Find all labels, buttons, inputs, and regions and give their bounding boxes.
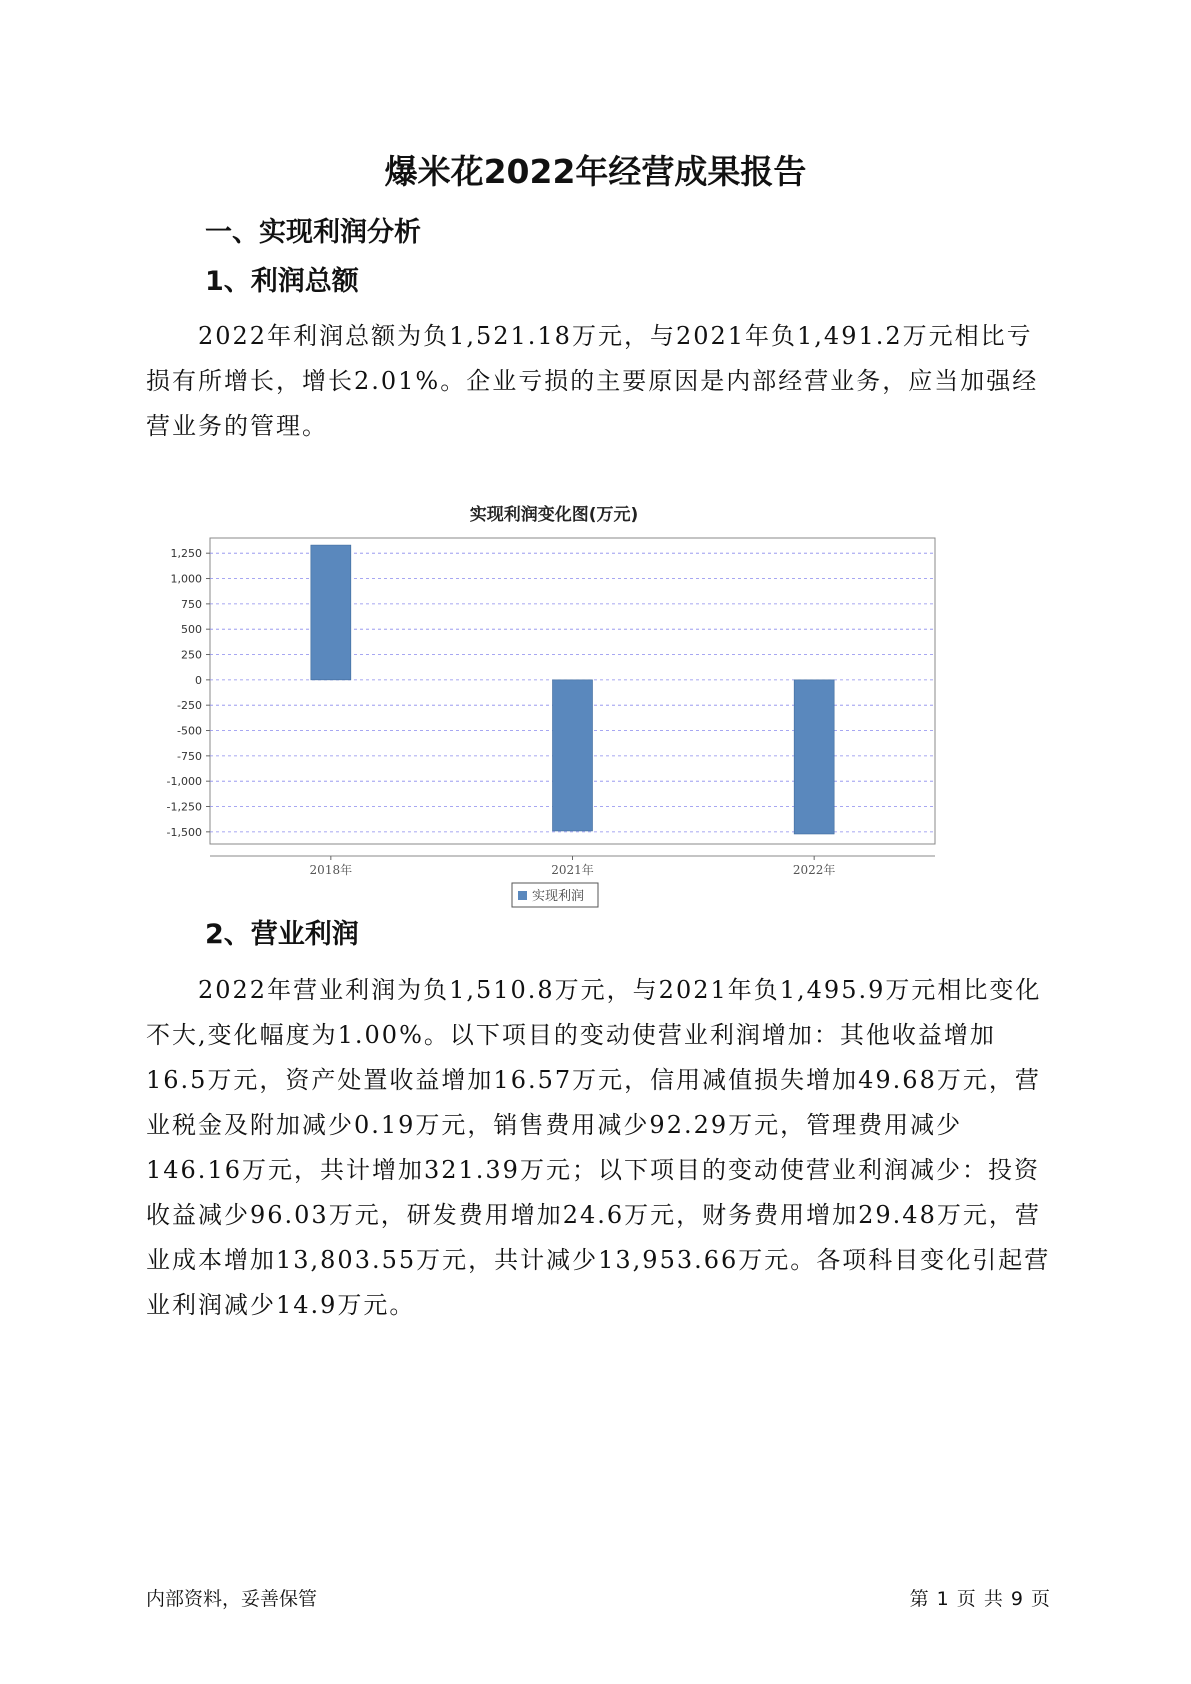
chart-legend-swatch	[518, 891, 527, 900]
chart-y-tick-label: -250	[177, 699, 202, 713]
subheading-total-profit: 1、利润总额	[205, 266, 359, 297]
report-title: 爆米花2022年经营成果报告	[384, 152, 807, 191]
chart-y-tick-label: 1,250	[170, 547, 202, 561]
chart-y-tick-label: 0	[195, 673, 202, 687]
chart-bar-1	[311, 545, 351, 680]
chart-x-tick-label: 2018年	[309, 863, 353, 877]
subheading-operating-profit: 2、营业利润	[205, 919, 359, 950]
paragraph-operating-profit: 2022年营业利润为负1,510.8万元，与2021年负1,495.9万元相比变化不大,变化幅度为1.00%。以下项目的变动使营业利润增加：其他收益增加16.5万元，资产处置收益增加16.57万元，信用减值损失增加49.68万元，营业税金及附加减少0.19万元，销售费用减少92.29万元，管理费用减少146.16万元，共计增加321.39万元；以下项目的变动使营业利润减少：投资收益减少96.03万元，研发费用增加24.6万元，财务费用增加29.48万元，营业成本增加13,803.55万元，共计减少13,953.66万元。各项科目变化引起营业利润减少14.9万元。	[146, 976, 1051, 1319]
chart-y-tick-label: 250	[181, 648, 202, 662]
chart-x-tick-label: 2022年	[792, 863, 836, 877]
chart-bar-3	[794, 680, 834, 834]
footer-confidential-note: 内部资料，妥善保管	[146, 1588, 318, 1610]
chart-x-tick-label: 2021年	[551, 863, 594, 877]
chart-y-tick-label: -1,000	[166, 775, 202, 789]
chart-y-tick-label: 750	[181, 597, 202, 611]
chart-y-tick-label: -750	[177, 749, 202, 763]
chart-y-tick-label: 1,000	[170, 572, 202, 586]
chart-legend-label: 实现利润	[532, 889, 585, 904]
chart-bar-2	[553, 680, 593, 831]
chart-y-tick-label: -1,500	[166, 825, 202, 839]
profit-change-chart	[150, 498, 1030, 958]
footer-page-number: 第 1 页 共 9 页	[909, 1588, 1051, 1610]
chart-y-tick-label: -1,250	[166, 800, 202, 814]
section-heading-profit-analysis: 一、实现利润分析	[205, 217, 421, 248]
paragraph-total-profit: 2022年利润总额为负1,521.18万元，与2021年负1,491.2万元相比亏损有所增长，增长2.01%。企业亏损的主要原因是内部经营业务，应当加强经营业务的管理。	[146, 322, 1039, 440]
chart-y-tick-label: -500	[177, 724, 202, 738]
chart-title: 实现利润变化图(万元)	[469, 505, 639, 525]
chart-y-tick-label: 500	[181, 623, 202, 637]
